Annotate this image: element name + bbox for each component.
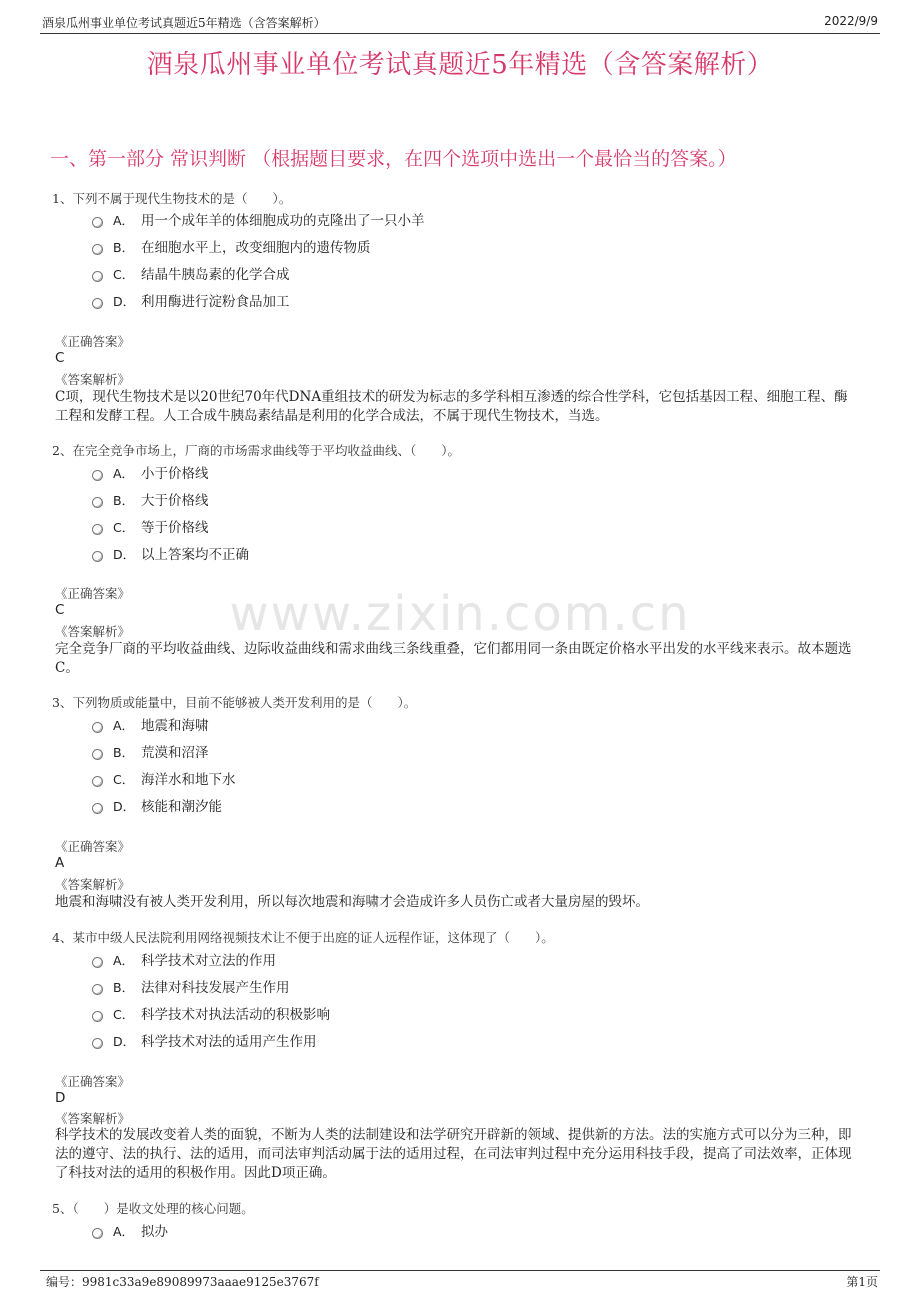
explanation-label: 《答案解析》: [55, 372, 131, 387]
option-text: 利用酶进行淀粉食品加工: [141, 294, 290, 310]
option-row[interactable]: [92, 1220, 168, 1240]
option-row[interactable]: [92, 290, 290, 310]
option-text: 拟办: [141, 1224, 168, 1240]
option-row[interactable]: [92, 949, 276, 969]
radio-icon[interactable]: [92, 551, 103, 562]
option-row[interactable]: [92, 462, 209, 482]
answer-label: 《正确答案》: [55, 586, 131, 601]
option-letter: D．: [113, 1034, 136, 1049]
explanation-label: 《答案解析》: [55, 624, 131, 639]
explanation-text: C项，现代生物技术是以20世纪70年代DNA重组技术的研发为标志的多学科相互渗透的综合性学科，它包括基因工程、细胞工程、酶工程和发酵工程。人工合成牛胰岛素结晶是利用的化学合成法，不属于现代生物技术，当选。: [55, 389, 848, 424]
option-letter: A．: [113, 1224, 135, 1239]
explanation-text: 科学技术的发展改变着人类的面貌，不断为人类的法制建设和法学研究开辟新的领域、提供新的方法。法的实施方式可以分为三种，即法的遵守、法的执行、法的适用，而司法审判活动属于法的适用过程，在司法审判过程中充分运用科技手段，提高了司法效率，正体现了科技对法的适用的积极作用。因此D项正确。: [55, 1127, 852, 1181]
option-text: 核能和潮汐能: [141, 799, 222, 815]
question-stem: 5、（ ）是收文处理的核心问题。: [52, 1201, 254, 1216]
option-letter: A．: [113, 718, 135, 733]
option-letter: C．: [113, 520, 135, 535]
option-row[interactable]: [92, 1003, 330, 1023]
option-text: 法律对科技发展产生作用: [141, 980, 290, 996]
option-text: 荒漠和沼泽: [141, 745, 209, 761]
option-letter: A．: [113, 953, 135, 968]
radio-icon[interactable]: [92, 244, 103, 255]
radio-icon[interactable]: [92, 722, 103, 733]
option-letter: A．: [113, 213, 135, 228]
option-row[interactable]: [92, 489, 209, 509]
option-text: 结晶牛胰岛素的化学合成: [141, 267, 290, 283]
option-letter: C．: [113, 1007, 135, 1022]
correct-answer: C: [55, 602, 65, 618]
correct-answer: D: [55, 1090, 66, 1106]
option-text: 科学技术对法的适用产生作用: [141, 1034, 317, 1050]
radio-icon[interactable]: [92, 217, 103, 228]
option-letter: C．: [113, 267, 135, 282]
document-title: 酒泉瓜州事业单位考试真题近5年精选（含答案解析）: [146, 50, 774, 80]
option-letter: B．: [113, 980, 135, 995]
option-text: 地震和海啸: [141, 718, 209, 734]
option-row[interactable]: [92, 209, 425, 229]
header-rule: [40, 33, 880, 34]
option-text: 在细胞水平上，改变细胞内的遗传物质: [141, 240, 371, 256]
option-row[interactable]: [92, 976, 290, 996]
question-stem: 3、下列物质或能量中，目前不能够被人类开发利用的是（ ）。: [52, 695, 417, 710]
option-letter: B．: [113, 745, 135, 760]
option-text: 小于价格线: [141, 466, 209, 482]
option-row[interactable]: [92, 714, 209, 734]
radio-icon[interactable]: [92, 497, 103, 508]
radio-icon[interactable]: [92, 803, 103, 814]
radio-icon[interactable]: [92, 749, 103, 760]
radio-icon[interactable]: [92, 1038, 103, 1049]
radio-icon[interactable]: [92, 957, 103, 968]
option-letter: D．: [113, 294, 136, 309]
watermark: www.zixin.com.cn: [229, 586, 691, 642]
question-stem: 2、在完全竞争市场上，厂商的市场需求曲线等于平均收益曲线、（ ）。: [52, 443, 460, 458]
option-text: 用一个成年羊的体细胞成功的克隆出了一只小羊: [141, 213, 425, 229]
answer-label: 《正确答案》: [55, 334, 131, 349]
explanation-text: 完全竞争厂商的平均收益曲线、边际收益曲线和需求曲线三条线重叠，它们都用同一条由既定价格水平出发的水平线来表示。故本题选C。: [55, 641, 852, 676]
explanation-text: 地震和海啸没有被人类开发利用，所以每次地震和海啸才会造成许多人员伤亡或者大量房屋的毁坏。: [55, 894, 649, 910]
option-row[interactable]: [92, 516, 209, 536]
explanation-label: 《答案解析》: [55, 1111, 131, 1126]
section-heading: 一、第一部分 常识判断 （根据题目要求，在四个选项中选出一个最恰当的答案。）: [50, 148, 737, 170]
option-row[interactable]: [92, 543, 249, 563]
option-letter: D．: [113, 799, 136, 814]
explanation-label: 《答案解析》: [55, 877, 131, 892]
option-row[interactable]: [92, 236, 371, 256]
page-number: 第1页: [846, 1275, 878, 1289]
answer-label: 《正确答案》: [55, 839, 131, 854]
option-letter: C．: [113, 772, 135, 787]
option-row[interactable]: [92, 263, 290, 283]
option-text: 科学技术对执法活动的积极影响: [141, 1007, 330, 1023]
option-row[interactable]: [92, 1030, 317, 1050]
document-id: 编号：9981c33a9e89089973aaae9125e3767f: [46, 1275, 319, 1289]
option-text: 以上答案均不正确: [141, 547, 249, 563]
option-letter: B．: [113, 493, 135, 508]
correct-answer: C: [55, 350, 65, 366]
radio-icon[interactable]: [92, 1228, 103, 1239]
correct-answer: A: [55, 855, 65, 871]
radio-icon[interactable]: [92, 524, 103, 535]
option-letter: B．: [113, 240, 135, 255]
option-text: 科学技术对立法的作用: [141, 953, 276, 969]
footer-rule: [40, 1270, 880, 1271]
option-text: 海洋水和地下水: [141, 772, 236, 788]
header-doc-title: 酒泉瓜州事业单位考试真题近5年精选（含答案解析）: [42, 16, 326, 30]
header-date: 2022/9/9: [824, 14, 878, 28]
answer-label: 《正确答案》: [55, 1074, 131, 1089]
option-letter: A．: [113, 466, 135, 481]
option-letter: D．: [113, 547, 136, 562]
option-row[interactable]: [92, 768, 236, 788]
option-row[interactable]: [92, 741, 209, 761]
option-text: 等于价格线: [141, 520, 209, 536]
radio-icon[interactable]: [92, 776, 103, 787]
question-stem: 4、某市中级人民法院利用网络视频技术让不便于出庭的证人远程作证，这体现了（ ）。: [52, 930, 554, 945]
radio-icon[interactable]: [92, 470, 103, 481]
radio-icon[interactable]: [92, 1011, 103, 1022]
radio-icon[interactable]: [92, 298, 103, 309]
page-footer: [40, 1266, 880, 1290]
question-stem: 1、下列不属于现代生物技术的是（ ）。: [52, 191, 292, 206]
radio-icon[interactable]: [92, 984, 103, 995]
option-row[interactable]: [92, 795, 222, 815]
radio-icon[interactable]: [92, 271, 103, 282]
page-header: [40, 12, 880, 34]
option-text: 大于价格线: [141, 493, 209, 509]
